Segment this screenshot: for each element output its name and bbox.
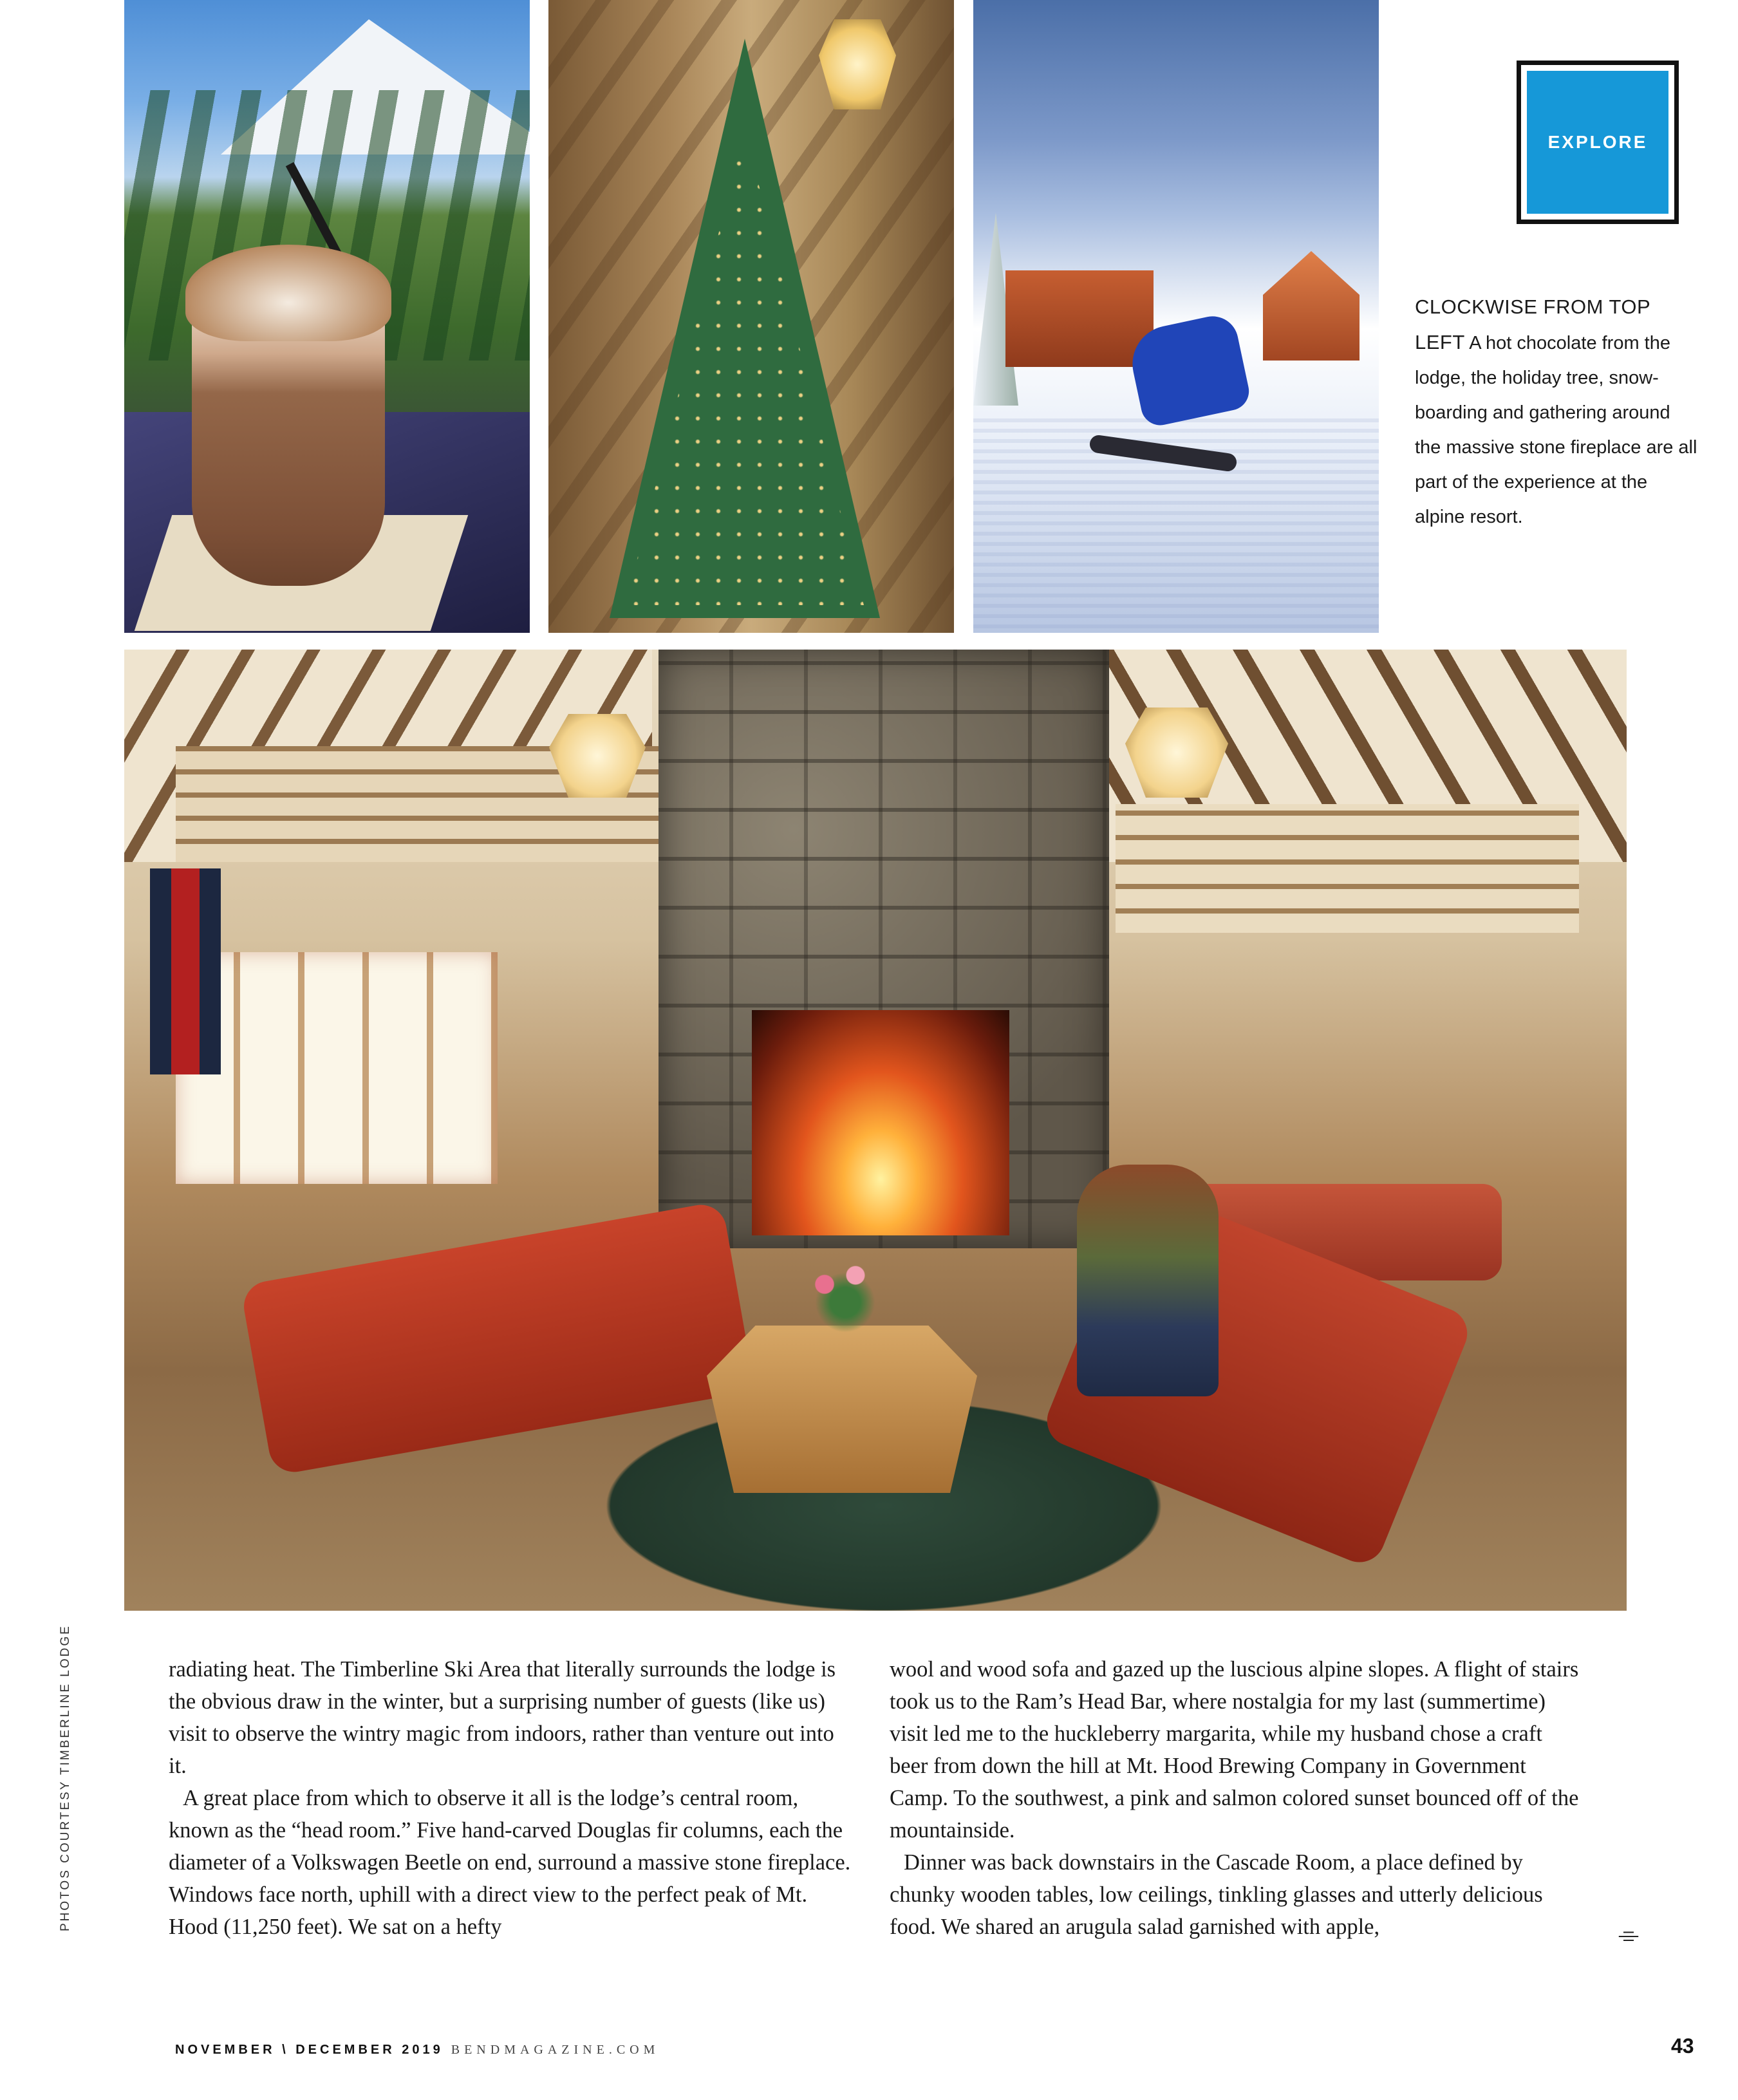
issue-date: NOVEMBER \ DECEMBER 2019 xyxy=(175,2043,444,2057)
caption-lead: CLOCKWISE FROM TOP LEFT xyxy=(1415,295,1650,353)
article-paragraph: radiating heat. The Timberline Ski Area that literally surrounds the lodge is the obvious draw in the winter, but a surprising number of guests (like us) visit to observe the wintry magic from indoors, rather than venture out into it. xyxy=(169,1657,836,1778)
article-column-right xyxy=(890,1653,1585,1943)
holiday-tree-photo xyxy=(548,0,954,633)
page-number: 43 xyxy=(1671,2034,1694,2058)
explore-label: EXPLORE xyxy=(1547,132,1648,152)
hot-chocolate-photo xyxy=(124,0,530,633)
article-paragraph: wool and wood sofa and gazed up the luscious alpine slopes. A flight of stairs took us to the Ram’s Head Bar, where nostalgia for my last (summertime) visit led me to the huckleberry margarita, while my husband chose a craft beer from down the hill at Mt. Hood Brewing Company in Government Camp. To the southwest, a pink and salmon colored sunset bounced off of the mountainside. xyxy=(890,1657,1579,1842)
page-footer xyxy=(175,2043,659,2058)
article-column-left xyxy=(169,1653,857,1943)
continue-arrow-icon: ⌯ xyxy=(1618,1920,1639,1949)
stone-fireplace-photo xyxy=(124,650,1627,1611)
explore-section-tag xyxy=(1517,61,1679,224)
photo-caption xyxy=(1415,290,1698,534)
caption-text: A hot chocolate from the lodge, the holiday tree, snow-boarding and gathering around the massive stone fireplace are all part of the experience at the alpine resort. xyxy=(1415,333,1697,527)
article-paragraph: A great place from which to observe it all is the lodge’s central room, known as the “head room.” Five hand-carved Douglas fir columns, each the diameter of a Volkswagen Beetle on end, surround a massive stone fireplace. Windows face north, uphill with a direct view to the perfect peak of Mt. Hood (11,250 feet). We sat on a hefty xyxy=(169,1786,851,1939)
magazine-website: BENDMAGAZINE.COM xyxy=(451,2043,660,2057)
article-paragraph: Dinner was back downstairs in the Cascade Room, a place defined by chunky wooden tables, low ceilings, tinkling glasses and utterly delicious food. We shared an arugula salad garnished with apple, xyxy=(890,1850,1543,1939)
snowboarding-photo xyxy=(973,0,1379,633)
photo-credit: PHOTOS COURTESY TIMBERLINE LODGE xyxy=(59,1624,72,1931)
explore-tag-box xyxy=(1527,71,1668,214)
